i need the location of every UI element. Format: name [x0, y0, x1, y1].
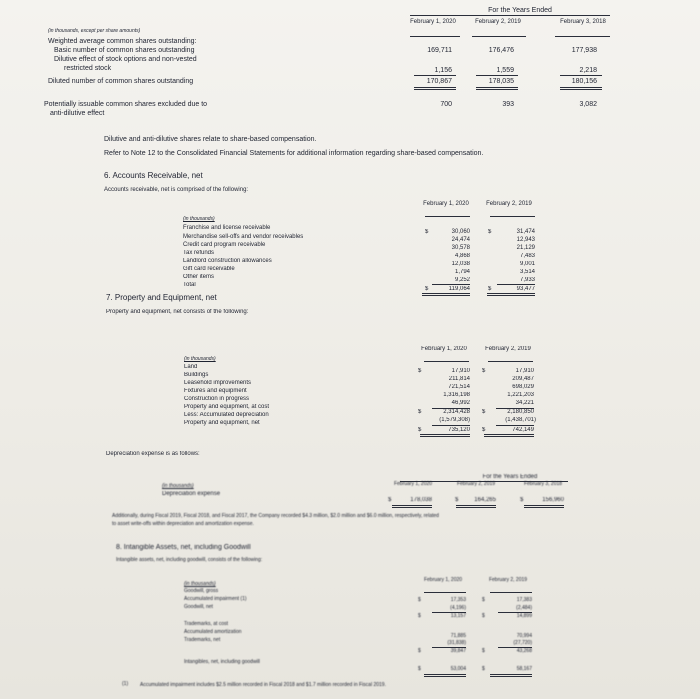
- ar-row-label: Franchise and license receivable: [183, 225, 271, 231]
- intangibles-value: 14,899: [516, 613, 532, 619]
- eps-row-label: restricted stock: [64, 65, 112, 72]
- eps-col-1: February 1, 2020: [410, 19, 456, 25]
- intangibles-row-label: Trademarks, at cost: [184, 621, 228, 627]
- ar-value: 12,943: [516, 237, 535, 243]
- intangibles-value: 17,383: [516, 597, 532, 603]
- intangibles-currency: $: [482, 666, 485, 672]
- eps-antidilutive-label: Potentially issuable common shares excluded due to: [44, 101, 208, 108]
- depreciation-currency: $: [455, 497, 459, 503]
- ppe-value: (1,438,701): [505, 417, 536, 423]
- ppe-value: 1,221,203: [507, 392, 534, 398]
- ppe-net-rule-1: [432, 425, 470, 426]
- ppe-value: 17,910: [515, 368, 534, 374]
- eps-total-rule-3: [560, 87, 602, 90]
- eps-value: 176,476: [488, 47, 514, 54]
- ppe-col-1: February 1, 2020: [421, 346, 467, 352]
- ppe-row-label: Construction in progress: [184, 396, 250, 402]
- ar-col-1-rule: [425, 216, 470, 217]
- intangibles-currency: $: [418, 613, 421, 619]
- ppe-col-2: February 2, 2019: [485, 346, 531, 352]
- ppe-currency: $: [482, 427, 486, 433]
- ar-currency: $: [425, 286, 429, 292]
- eps-value: 177,938: [571, 47, 597, 54]
- eps-value: 178,035: [488, 78, 514, 85]
- eps-value: 170,867: [426, 78, 452, 85]
- ar-row-label: Total: [183, 282, 196, 288]
- ar-value: 3,514: [519, 269, 535, 275]
- ar-value: 7,483: [519, 253, 535, 259]
- ar-sum-rule-1: [432, 284, 470, 285]
- depreciation-value: 156,960: [542, 497, 564, 503]
- eps-col-2-rule: [472, 36, 526, 37]
- ar-value: 30,578: [451, 245, 470, 251]
- intangibles-units-note: (in thousands): [184, 581, 216, 587]
- ar-currency: $: [425, 229, 429, 235]
- intangibles-value: (27,720): [513, 640, 532, 646]
- eps-sum-rule-1: [414, 75, 456, 76]
- intangibles-row-label: Accumulated amortization: [184, 629, 242, 635]
- eps-value: 1,156: [434, 67, 452, 74]
- intangibles-col-1: February 1, 2020: [423, 577, 463, 583]
- ppe-row-label: Property and equipment, net: [184, 420, 260, 426]
- ar-value: 24,474: [451, 237, 470, 243]
- intangibles-currency: $: [482, 597, 485, 603]
- ar-row-label: Gift card receivable: [183, 266, 235, 272]
- ar-sum-rule-2: [497, 284, 535, 285]
- ar-value: 30,060: [451, 229, 470, 235]
- ar-row-label: Landlord construction allowances: [183, 258, 272, 264]
- eps-value: 700: [440, 101, 452, 108]
- ar-col-1: February 1, 2020: [423, 201, 469, 207]
- ppe-total-rule-1: [420, 434, 470, 437]
- ppe-col-2-rule: [488, 361, 533, 362]
- intangibles-currency: $: [482, 648, 485, 654]
- depreciation-col-1: February 1, 2020: [393, 481, 433, 487]
- intangibles-col-2-rule: [490, 592, 532, 593]
- ppe-value: 2,180,850: [507, 409, 534, 415]
- eps-col-3-rule: [555, 36, 610, 37]
- intangibles-row-label: Intangibles, net, including goodwill: [184, 659, 260, 665]
- depreciation-total-rule-3: [524, 505, 564, 508]
- ppe-col-1-rule: [424, 361, 469, 362]
- depreciation-total-rule-2: [456, 505, 496, 508]
- ar-currency: $: [488, 286, 492, 292]
- intangibles-footnote-marker: (1): [122, 681, 129, 687]
- intangibles-row-label: Goodwill, gross: [184, 588, 219, 594]
- dilutive-note: Dilutive and anti-dilutive shares relate to share-based compensation.: [104, 136, 317, 143]
- eps-row-label: Diluted number of common shares outstanding: [48, 78, 194, 85]
- ar-row-label: Other items: [183, 274, 215, 280]
- intangibles-value: (4,196): [450, 605, 466, 611]
- eps-units-note: (in thousands, except per share amounts): [48, 28, 141, 34]
- depreciation-note: to asset write-offs within depreciation and amortization expense.: [112, 521, 254, 527]
- intangibles-value: 39,847: [450, 648, 466, 654]
- intangibles-value: 71,885: [450, 633, 466, 639]
- ppe-value: 209,487: [512, 376, 534, 382]
- ar-value: 1,794: [454, 269, 470, 275]
- intangibles-intro: Intangible assets, net, including goodwill, consists of the following:: [116, 557, 263, 563]
- intangibles-value: (31,838): [447, 640, 466, 646]
- ppe-row-label: Leasehold improvements: [184, 380, 252, 386]
- ppe-value: 1,316,198: [443, 392, 470, 398]
- eps-value: 1,559: [496, 67, 514, 74]
- intangibles-value: 13,157: [450, 613, 466, 619]
- intangibles-row-label: Trademarks, net: [184, 637, 221, 643]
- eps-row-label: Dilutive effect of stock options and non-vested: [54, 56, 197, 63]
- ppe-row-label: Land: [184, 364, 198, 370]
- intangibles-value: 70,994: [516, 633, 532, 639]
- eps-sum-rule-3: [560, 75, 602, 76]
- ppe-value: 34,221: [515, 400, 534, 406]
- intangibles-row-label: Accumulated impairment (1): [184, 596, 247, 602]
- ppe-row-label: Fixtures and equipment: [184, 388, 247, 394]
- ppe-total-rule-2: [484, 434, 534, 437]
- intangibles-value: (2,484): [516, 605, 532, 611]
- depreciation-total-rule-1: [392, 505, 432, 508]
- depreciation-currency: $: [520, 497, 524, 503]
- ar-title: 6. Accounts Receivable, net: [104, 171, 203, 180]
- ar-value: 7,933: [519, 277, 535, 283]
- eps-header-group: For the Years Ended: [488, 7, 552, 14]
- depreciation-col-3: February 3, 2018: [523, 481, 563, 487]
- refer-note: Refer to Note 12 to the Consolidated Financial Statements for additional information regarding share-based compensation.: [104, 150, 484, 157]
- intangibles-currency: $: [482, 613, 485, 619]
- eps-value: 2,218: [579, 67, 597, 74]
- eps-sum-rule-2: [476, 75, 518, 76]
- eps-value: 393: [502, 101, 514, 108]
- ar-currency: $: [488, 229, 492, 235]
- ppe-row-label: Buildings: [184, 372, 209, 378]
- intangibles-currency: $: [418, 597, 421, 603]
- eps-row-label: Weighted average common shares outstanding:: [48, 38, 197, 45]
- ppe-currency: $: [482, 409, 486, 415]
- ar-value: 9,252: [454, 277, 470, 283]
- ppe-net-rule-2: [496, 425, 534, 426]
- ppe-value: 721,514: [448, 384, 470, 390]
- ar-intro: Accounts receivable, net is comprised of the following:: [104, 187, 249, 193]
- ppe-value: 211,814: [448, 376, 470, 382]
- eps-value: 169,711: [427, 47, 452, 54]
- ppe-intro: Property and equipment, net consists of the following:: [106, 309, 249, 315]
- ar-value: 4,868: [454, 253, 470, 259]
- ar-col-2: February 2, 2019: [486, 201, 532, 207]
- ppe-currency: $: [418, 368, 422, 374]
- ppe-title: 7. Property and Equipment, net: [106, 293, 217, 302]
- eps-value: 3,082: [579, 101, 597, 108]
- ppe-value: 17,910: [451, 368, 470, 374]
- ar-units-note: (in thousands): [183, 216, 215, 222]
- eps-row-label: Basic number of common shares outstanding: [54, 47, 195, 54]
- depreciation-value: 164,265: [474, 497, 496, 503]
- ar-row-label: Tax refunds: [183, 250, 215, 256]
- ppe-currency: $: [482, 368, 486, 374]
- intangibles-row-label: Goodwill, net: [184, 604, 213, 610]
- intangibles-value: 53,004: [450, 666, 466, 672]
- eps-col-1-rule: [410, 36, 460, 37]
- intangibles-currency: $: [418, 648, 421, 654]
- ppe-value: 698,029: [512, 384, 534, 390]
- ar-row-label: Credit card program receivable: [183, 242, 266, 248]
- ar-value: 119,064: [448, 286, 470, 292]
- eps-total-rule-2: [476, 87, 518, 90]
- ar-value: 31,474: [516, 229, 535, 235]
- depreciation-value: 178,038: [410, 497, 432, 503]
- ppe-value: (1,579,308): [439, 417, 470, 423]
- eps-col-2: February 2, 2019: [475, 19, 521, 25]
- intangibles-value: 43,268: [516, 648, 532, 654]
- ppe-row-label: Less: Accumulated depreciation: [184, 412, 269, 418]
- ar-value: 9,001: [519, 261, 535, 267]
- ppe-value: 46,992: [451, 400, 470, 406]
- eps-header-rule: [410, 15, 610, 16]
- intangibles-currency: $: [418, 666, 421, 672]
- ar-total-rule-2: [487, 293, 535, 296]
- ar-value: 21,129: [516, 245, 535, 251]
- eps-total-rule-1: [414, 87, 456, 90]
- eps-value: 180,156: [571, 78, 597, 85]
- intangibles-value: 17,353: [450, 597, 466, 603]
- ppe-value: 742,149: [512, 427, 534, 433]
- ar-total-rule-1: [422, 293, 470, 296]
- ppe-currency: $: [418, 409, 422, 415]
- depreciation-col-2: February 2, 2019: [456, 481, 496, 487]
- intangibles-total-rule-1: [424, 674, 466, 677]
- depreciation-note: Additionally, during Fiscal 2019, Fiscal 2018, and Fiscal 2017, the Company recorded $4.3 million, $2.0 million and $6.0 million, respectively, related: [112, 513, 439, 519]
- ar-value: 93,477: [516, 286, 535, 292]
- intangibles-col-2: February 2, 2019: [488, 577, 528, 583]
- ppe-value: 2,314,428: [443, 409, 470, 415]
- depreciation-header-group: For the Years Ended: [482, 474, 538, 480]
- depreciation-label: Depreciation expense: [162, 491, 221, 497]
- ar-row-label: Merchandise sell-offs and vendor receivables: [183, 234, 304, 240]
- intangibles-footnote: Accumulated impairment includes $2.5 million recorded in Fiscal 2018 and $1.7 million recorded in Fiscal 2019.: [140, 682, 386, 688]
- intangibles-value: 58,167: [516, 666, 532, 672]
- intangibles-col-1-rule: [424, 592, 466, 593]
- intangibles-title: 8. Intangible Assets, net, including Goodwill: [116, 544, 251, 551]
- ppe-row-label: Property and equipment, at cost: [184, 404, 270, 410]
- ppe-units-note: (in thousands): [184, 356, 216, 362]
- ppe-value: 735,120: [448, 427, 470, 433]
- eps-antidilutive-label: anti-dilutive effect: [50, 110, 105, 117]
- intangibles-total-rule-2: [490, 674, 532, 677]
- depreciation-intro: Depreciation expense is as follows:: [106, 451, 200, 457]
- depreciation-units-note: (in thousands): [162, 483, 194, 489]
- depreciation-currency: $: [388, 497, 392, 503]
- eps-col-3: February 3, 2018: [560, 19, 606, 25]
- ppe-currency: $: [418, 427, 422, 433]
- ar-value: 12,038: [451, 261, 470, 267]
- ar-col-2-rule: [490, 216, 535, 217]
